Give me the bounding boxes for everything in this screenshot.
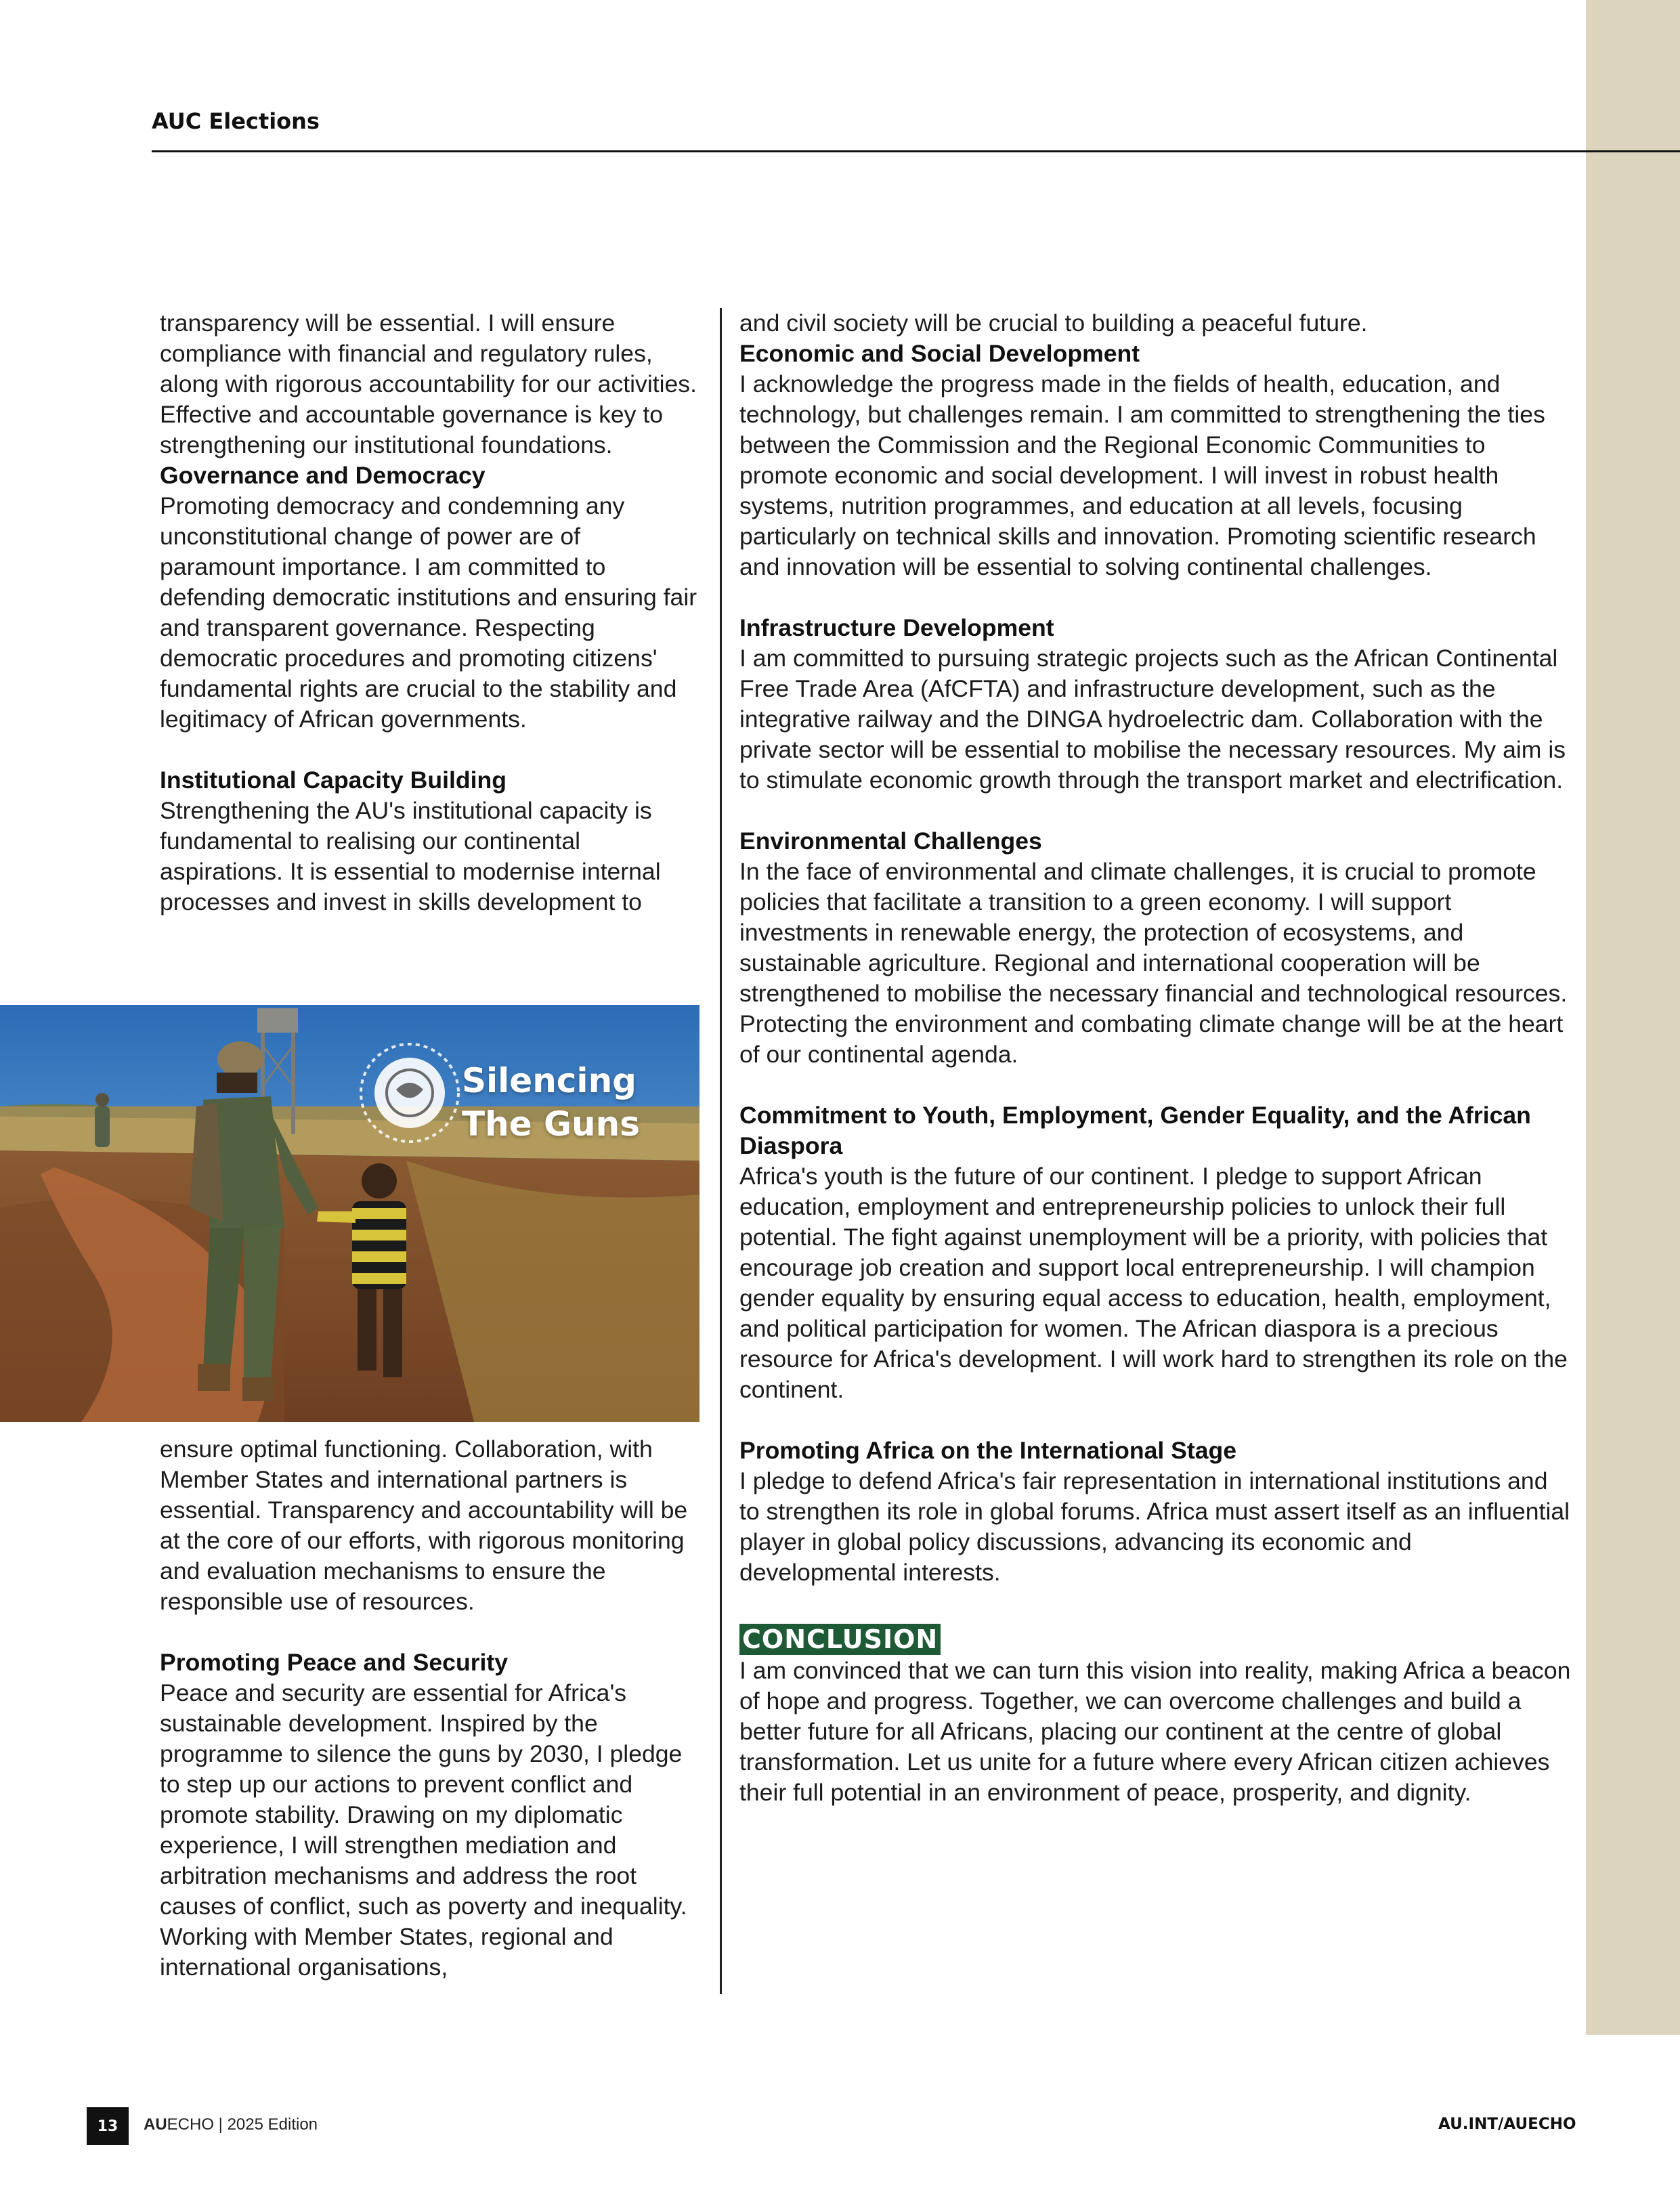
silencing-the-guns-photo [0,1005,699,1422]
section-heading: Environmental Challenges [739,827,1042,855]
paragraph: I am convinced that we can turn this vision into reality, making Africa a beacon of hope and progress. Together, we can overcome challenges and build a better future for all Africans, placing our continent at the centre of global transformation. Let us unite for a future where every African citizen achieves their full potential in an environment of peace, prosperity, and dignity. [739,1657,1571,1806]
footer-brand: AUECHO | 2025 Edition [144,2115,318,2134]
conclusion-tag: CONCLUSION [739,1624,941,1655]
page-number: 13 [87,2107,129,2145]
section-heading: Promoting Peace and Security [160,1649,509,1676]
section-label: AUC Elections [152,108,320,134]
photo-title: Silencing The Guns [462,1061,641,1144]
section-heading: Governance and Democracy [160,462,486,489]
paragraph: I acknowledge the progress made in the fields of health, education, and technology, but challenges remain. I am committed to strengthening the ties between the Commission and the Regional Economic Communities to promote economic and social development. I will invest in robust health systems, nutrition programmes, and education at all levels, focusing particularly on technical skills and innovation. Promoting scientific research and innovation will be essential to solving continental challenges. [739,370,1545,580]
paragraph: I pledge to defend Africa's fair representation in international institutions and to strengthen its role in global forums. Africa must assert itself as an influential player in global policy discussions, advancing its economic and developmental interests. [739,1467,1570,1586]
paragraph: Promoting democracy and condemning any unconstitutional change of power are of paramount importance. I am committed to defending democratic institutions and ensuring fair and transparent governance. Respecting democratic procedures and promoting citizens' fundamental rights are crucial to the stability and legitimacy of African governments. [160,492,697,733]
section-heading: Economic and Social Development [739,340,1140,367]
paragraph: and civil society will be crucial to building a peaceful future. [739,309,1368,337]
paragraph: Peace and security are essential for Africa's sustainable development. Inspired by the programme to silence the guns by 2030, I pledge to step up our actions to prevent conflict and promote stability. Drawing on my diplomatic experience, I will strengthen mediation and arbitration mechanisms and address the root causes of conflict, such as poverty and inequality. Working with Member States, regional and international organisations, [160,1679,687,1981]
paragraph: Strengthening the AU's institutional capacity is fundamental to realising our continental aspirations. It is essential to modernise internal processes and invest in skills development to [160,797,661,915]
paragraph: I am committed to pursuing strategic projects such as the African Continental Free Trade Area (AfCFTA) and infrastructure development, such as the integrative railway and the DINGA hydroelectric dam. Collaboration with the private sector will be essential to mobilise the necessary resources. My aim is to stimulate economic growth through the transport market and electrification. [739,645,1566,794]
paragraph: Africa's youth is the future of our continent. I pledge to support African education, employment and entrepreneurship policies to unlock their full potential. The fight against unemployment will be a priority, with policies that encourage job creation and support local entrepreneurship. I will champion gender equality by ensuring equal access to education, health, employment, and political participation for women. The African diaspora is a precious resource for Africa's development. I will work hard to strengthen its role on the continent. [739,1163,1568,1403]
left-column-bottom [160,1434,702,1983]
section-heading: Institutional Capacity Building [160,767,507,794]
section-heading: Promoting Africa on the International Stage [739,1437,1237,1464]
section-heading: Commitment to Youth, Employment, Gender Equality, and the African Diaspora [739,1102,1531,1159]
column-divider [720,308,722,1994]
side-color-band [1586,0,1680,2035]
paragraph: transparency will be essential. I will ensure compliance with financial and regulatory rules, along with rigorous accountability for our activities. Effective and accountable governance is key to strengthening our institutional foundations. [160,309,697,458]
footer-url[interactable]: AU.INT/AUECHO [1438,2115,1576,2133]
header-rule [152,150,1680,152]
paragraph: ensure optimal functioning. Collaboration, with Member States and international partners is essential. Transparency and accountability will be at the core of our efforts, with rigorous monitoring and evaluation mechanisms to ensure the responsible use of resources. [160,1436,688,1615]
right-column [739,308,1572,1808]
paragraph: In the face of environmental and climate challenges, it is crucial to promote policies that facilitate a transition to a green economy. I will support investments in renewable energy, the protection of ecosystems, and sustainable agriculture. Regional and international cooperation will be strengthened to mobilise the necessary financial and technological resources. Protecting the environment and combating climate change will be at the heart of our continental agenda. [739,858,1568,1068]
section-heading: Infrastructure Development [739,614,1054,641]
left-column-top [160,308,702,918]
